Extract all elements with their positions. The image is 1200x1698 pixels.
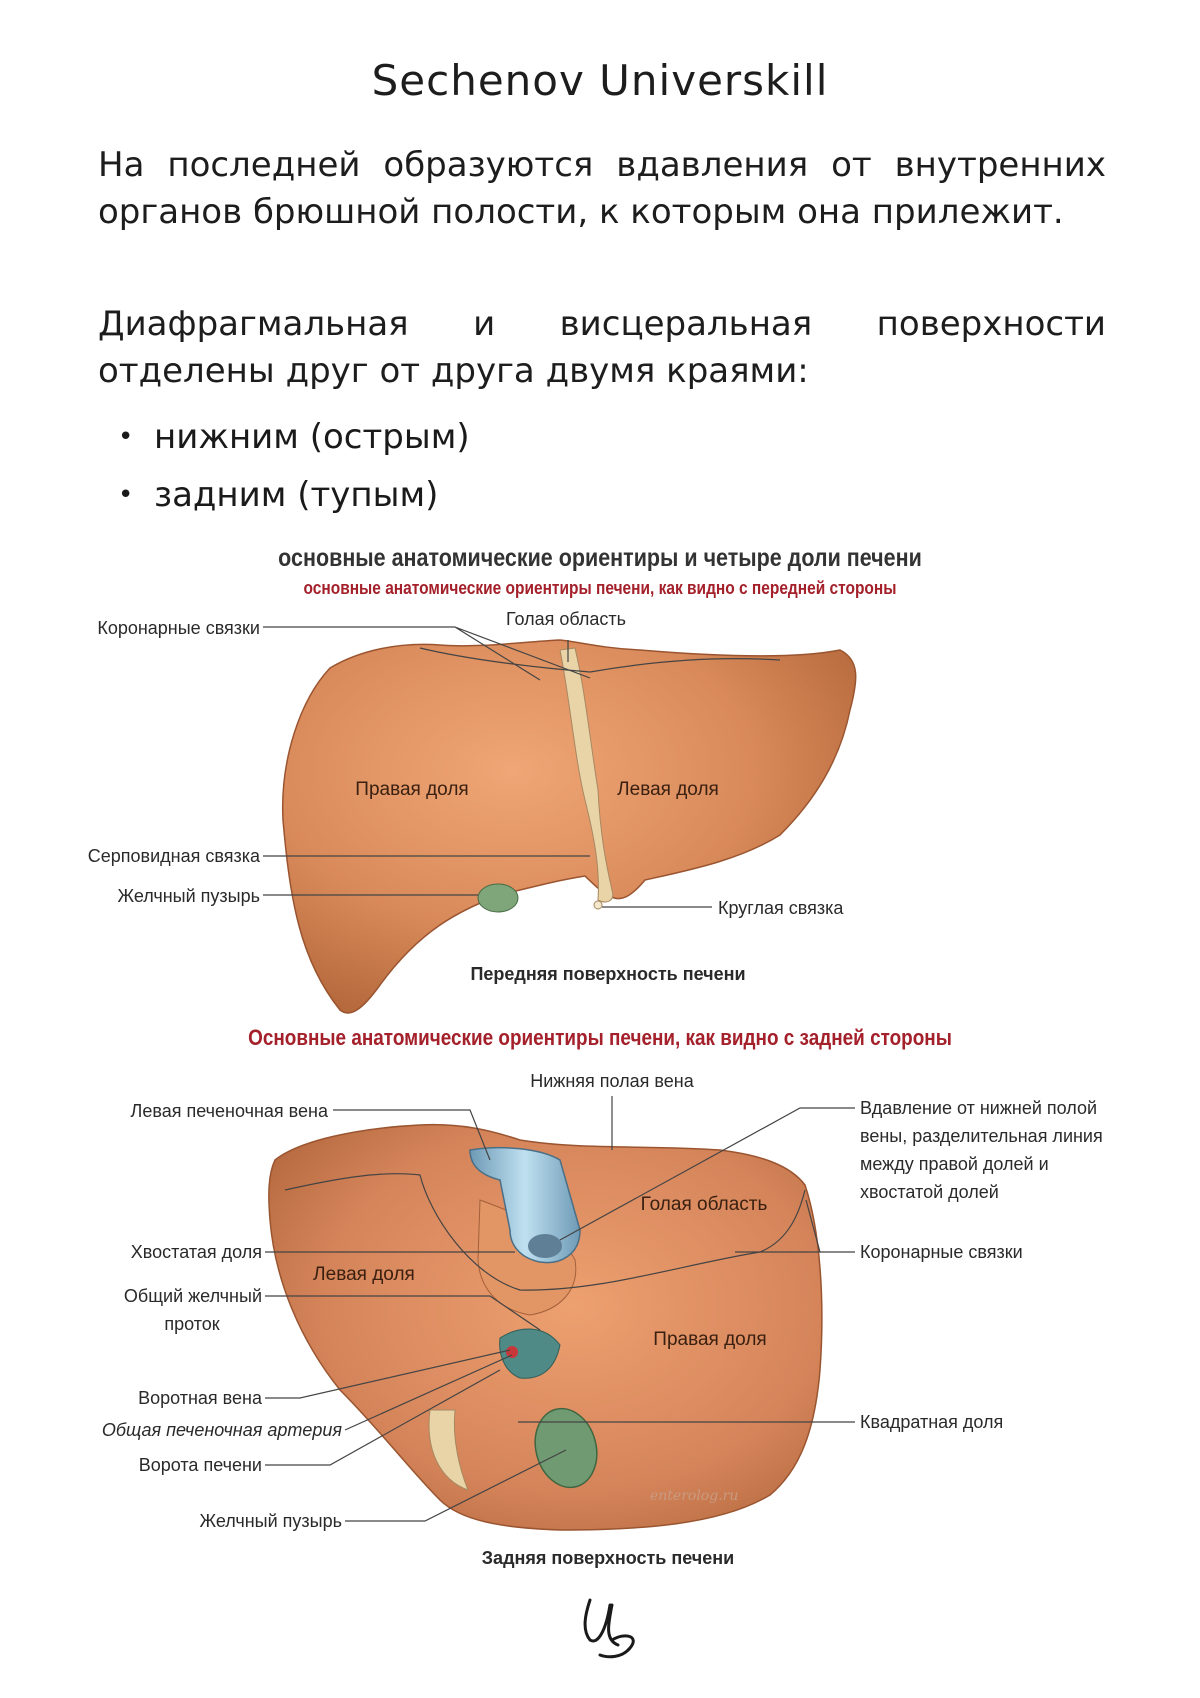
label-portal-vein: Воротная вена <box>138 1388 262 1408</box>
gallbladder-front-shape <box>478 884 518 912</box>
label-porta: Ворота печени <box>138 1455 262 1475</box>
label-right-lobe-front: Правая доля <box>355 779 469 800</box>
ivc-lumen <box>528 1234 562 1258</box>
figure-title: основные анатомические ориентиры и четыре доли печени <box>278 544 922 572</box>
figure-front-subtitle: основные анатомические ориентиры печени, как видно с передней стороны <box>303 578 897 598</box>
label-common-bile-1: Общий желчный <box>123 1286 262 1306</box>
paragraph-impressions: На последней образуются вдавления от внутренних органов брюшной полости, к которым она прилежит. <box>98 145 1106 232</box>
label-bare-front: Голая область <box>505 609 627 629</box>
label-ivc-groove-4: хвостатой долей <box>860 1182 999 1202</box>
label-left-lobe-back: Левая доля <box>313 1264 415 1285</box>
label-left-hepatic-vein: Левая печеночная вена <box>130 1101 328 1121</box>
list-item: • задним (тупым) <box>118 466 470 524</box>
list-item: • нижним (острым) <box>118 408 470 466</box>
label-hepatic-artery: Общая печеночная артерия <box>101 1420 342 1440</box>
label-right-lobe-back: Правая доля <box>653 1329 767 1350</box>
bullet-icon: • <box>118 480 134 510</box>
label-ivc-groove-1: Вдавление от нижней полой <box>860 1098 1098 1118</box>
label-round: Круглая связка <box>718 898 844 918</box>
universkill-logo <box>585 1600 633 1657</box>
label-quadrate: Квадратная доля <box>860 1412 1004 1432</box>
label-common-bile-2: проток <box>164 1314 220 1334</box>
label-gallbladder-back: Желчный пузырь <box>199 1511 342 1531</box>
round-ligament-end <box>594 901 602 909</box>
label-caudate: Хвостатая доля <box>130 1242 262 1262</box>
liver-front-view <box>88 609 856 1013</box>
label-coronary-back: Коронарные связки <box>860 1242 1023 1262</box>
label-left-lobe-front: Левая доля <box>617 779 719 800</box>
paragraph-surfaces: Диафрагмальная и висцеральная поверхности отделены друг от друга двумя краями: <box>98 304 1106 391</box>
hepatic-artery-shape <box>506 1346 518 1358</box>
page-header-title: Sechenov Universkill <box>371 56 829 105</box>
label-bare-back: Голая область <box>640 1194 768 1215</box>
label-ivc-groove-2: вены, разделительная линия <box>860 1126 1103 1146</box>
watermark: enterolog.ru <box>650 1488 739 1504</box>
liver-back-view <box>102 1071 1103 1568</box>
label-gallbladder-front: Желчный пузырь <box>117 886 260 906</box>
label-coronary-front: Коронарные связки <box>97 618 260 638</box>
label-falciform: Серповидная связка <box>87 846 260 866</box>
label-ivc: Нижняя полая вена <box>530 1071 694 1091</box>
caption-back: Задняя поверхность печени <box>481 1548 735 1568</box>
caption-front: Передняя поверхность печени <box>470 964 746 984</box>
figure-back-subtitle: Основные анатомические ориентиры печени, как видно с задней стороны <box>248 1025 952 1050</box>
bullet-icon: • <box>118 422 134 452</box>
label-ivc-groove-3: между правой долей и <box>860 1154 1049 1174</box>
